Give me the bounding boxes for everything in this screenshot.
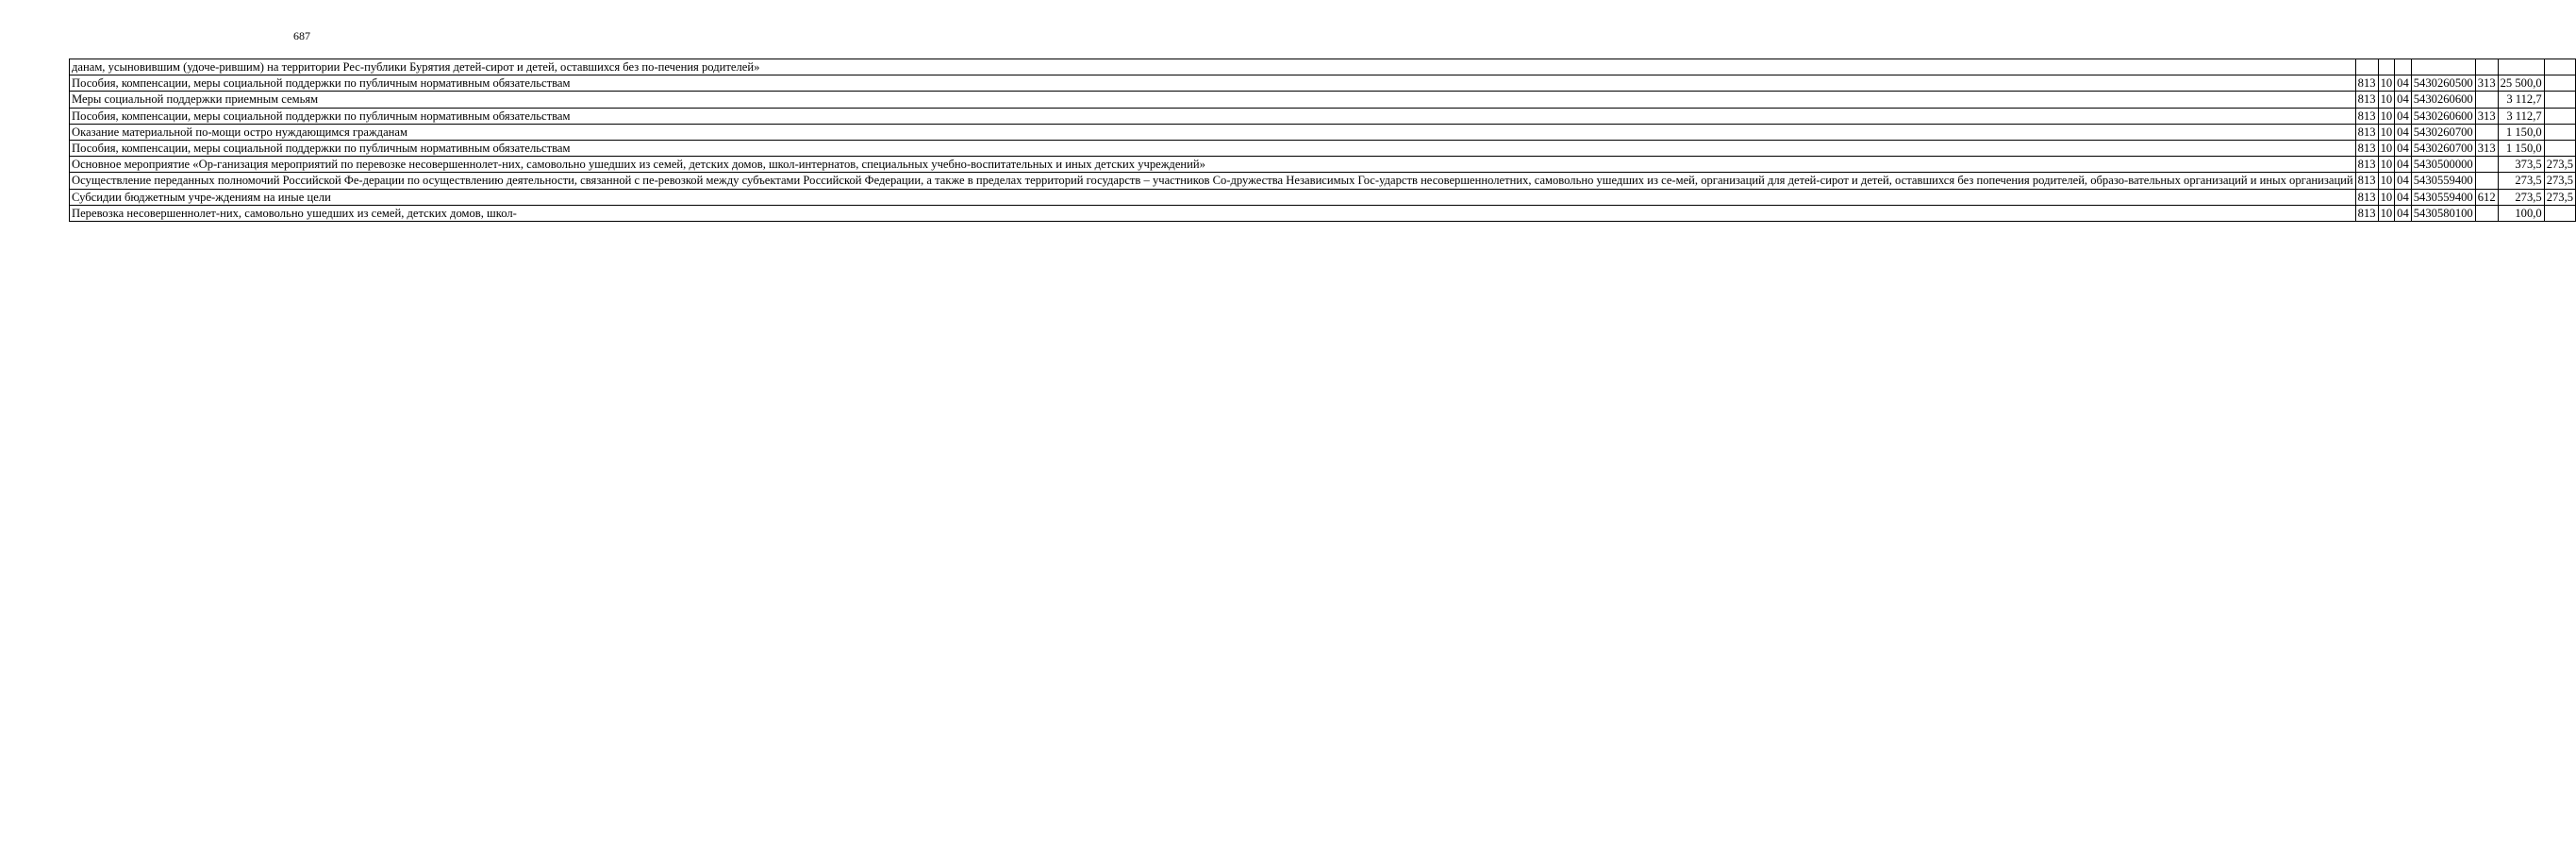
expense-type-cell: 313	[2475, 141, 2498, 157]
section-code-cell: 10	[2378, 189, 2395, 205]
section-code-cell: 10	[2378, 157, 2395, 173]
row-name-cell: Субсидии бюджетным учре-ждениям на иные цели	[70, 189, 2356, 205]
expense-type-cell: 612	[2475, 189, 2498, 205]
ministry-code-cell: 813	[2355, 173, 2378, 189]
section-code-cell	[2378, 59, 2395, 75]
target-article-cell: 5430260600	[2411, 92, 2475, 108]
section-code-cell: 10	[2378, 108, 2395, 124]
federal-amount-cell	[2544, 92, 2575, 108]
amount-cell: 273,5	[2498, 189, 2544, 205]
row-name-cell: Осуществление переданных полномочий Российской Фе-дерации по осуществлению деятельности, связанной с пе-ревозкой между субъектами Российской Федерации, а также в пределах территорий государств – участников Со-дружества Независимых Гос-ударств несовершеннолетних, самовольно ушедших из се-мей, организаций для детей-сирот и детей, оставшихся без попечения родителей, образо-вательных организаций и иных организаций	[70, 173, 2356, 189]
expense-type-cell	[2475, 157, 2498, 173]
federal-amount-cell	[2544, 205, 2575, 221]
target-article-cell: 5430559400	[2411, 173, 2475, 189]
section-code-cell: 10	[2378, 75, 2395, 92]
table-row	[70, 141, 2576, 157]
subsection-code-cell: 04	[2395, 92, 2412, 108]
target-article-cell: 5430260700	[2411, 124, 2475, 140]
table-row	[70, 59, 2576, 75]
ministry-code-cell	[2355, 59, 2378, 75]
ministry-code-cell: 813	[2355, 205, 2378, 221]
target-article-cell: 5430559400	[2411, 189, 2475, 205]
ministry-code-cell: 813	[2355, 141, 2378, 157]
amount-cell: 273,5	[2498, 173, 2544, 189]
section-code-cell: 10	[2378, 205, 2395, 221]
ministry-code-cell: 813	[2355, 157, 2378, 173]
subsection-code-cell: 04	[2395, 189, 2412, 205]
section-code-cell: 10	[2378, 92, 2395, 108]
section-code-cell: 10	[2378, 173, 2395, 189]
federal-amount-cell	[2544, 124, 2575, 140]
expense-type-cell: 313	[2475, 108, 2498, 124]
federal-amount-cell	[2544, 108, 2575, 124]
subsection-code-cell	[2395, 59, 2412, 75]
ministry-code-cell: 813	[2355, 124, 2378, 140]
subsection-code-cell: 04	[2395, 141, 2412, 157]
amount-cell	[2498, 59, 2544, 75]
amount-cell: 373,5	[2498, 157, 2544, 173]
amount-cell: 1 150,0	[2498, 124, 2544, 140]
table-row	[70, 173, 2576, 189]
federal-amount-cell	[2544, 59, 2575, 75]
table-row	[70, 124, 2576, 140]
table-row	[70, 108, 2576, 124]
row-name-cell: Перевозка несовершеннолет-них, самовольно ушедших из семей, детских домов, школ-	[70, 205, 2356, 221]
target-article-cell: 5430500000	[2411, 157, 2475, 173]
expense-type-cell	[2475, 59, 2498, 75]
amount-cell: 100,0	[2498, 205, 2544, 221]
ministry-code-cell: 813	[2355, 108, 2378, 124]
expense-type-cell	[2475, 92, 2498, 108]
amount-cell: 1 150,0	[2498, 141, 2544, 157]
section-code-cell: 10	[2378, 124, 2395, 140]
table-row	[70, 92, 2576, 108]
table-row	[70, 189, 2576, 205]
federal-amount-cell	[2544, 141, 2575, 157]
budget-table	[69, 59, 2576, 222]
amount-cell: 3 112,7	[2498, 108, 2544, 124]
page-number: 687	[293, 29, 310, 42]
federal-amount-cell: 273,5	[2544, 157, 2575, 173]
subsection-code-cell: 04	[2395, 108, 2412, 124]
target-article-cell: 5430260700	[2411, 141, 2475, 157]
subsection-code-cell: 04	[2395, 157, 2412, 173]
ministry-code-cell: 813	[2355, 75, 2378, 92]
row-name-cell: Пособия, компенсации, меры социальной поддержки по публичным нормативным обязательствам	[70, 108, 2356, 124]
expense-type-cell	[2475, 205, 2498, 221]
row-name-cell: Пособия, компенсации, меры социальной поддержки по публичным нормативным обязательствам	[70, 75, 2356, 92]
target-article-cell: 5430260500	[2411, 75, 2475, 92]
subsection-code-cell: 04	[2395, 75, 2412, 92]
expense-type-cell	[2475, 124, 2498, 140]
row-name-cell: Пособия, компенсации, меры социальной поддержки по публичным нормативным обязательствам	[70, 141, 2356, 157]
row-name-cell: данам, усыновившим (удоче-рившим) на территории Рес-публики Бурятия детей-сирот и детей, оставшихся без по-печения родителей»	[70, 59, 2356, 75]
expense-type-cell	[2475, 173, 2498, 189]
federal-amount-cell: 273,5	[2544, 173, 2575, 189]
subsection-code-cell: 04	[2395, 173, 2412, 189]
section-code-cell: 10	[2378, 141, 2395, 157]
ministry-code-cell: 813	[2355, 189, 2378, 205]
ministry-code-cell: 813	[2355, 92, 2378, 108]
target-article-cell	[2411, 59, 2475, 75]
amount-cell: 3 112,7	[2498, 92, 2544, 108]
amount-cell: 25 500,0	[2498, 75, 2544, 92]
expense-type-cell: 313	[2475, 75, 2498, 92]
target-article-cell: 5430260600	[2411, 108, 2475, 124]
row-name-cell: Оказание материальной по-мощи остро нуждающимся гражданам	[70, 124, 2356, 140]
target-article-cell: 5430580100	[2411, 205, 2475, 221]
subsection-code-cell: 04	[2395, 124, 2412, 140]
table-row	[70, 75, 2576, 92]
subsection-code-cell: 04	[2395, 205, 2412, 221]
row-name-cell: Основное мероприятие «Ор-ганизация мероприятий по перевозке несовершеннолет-них, самовольно ушедших из семей, детских домов, школ-интернатов, специальных учебно-воспитательных и иных детских учреждений»	[70, 157, 2356, 173]
budget-table-body	[70, 59, 2576, 222]
row-name-cell: Меры социальной поддержки приемным семьям	[70, 92, 2356, 108]
table-row	[70, 205, 2576, 221]
federal-amount-cell: 273,5	[2544, 189, 2575, 205]
federal-amount-cell	[2544, 75, 2575, 92]
table-row	[70, 157, 2576, 173]
